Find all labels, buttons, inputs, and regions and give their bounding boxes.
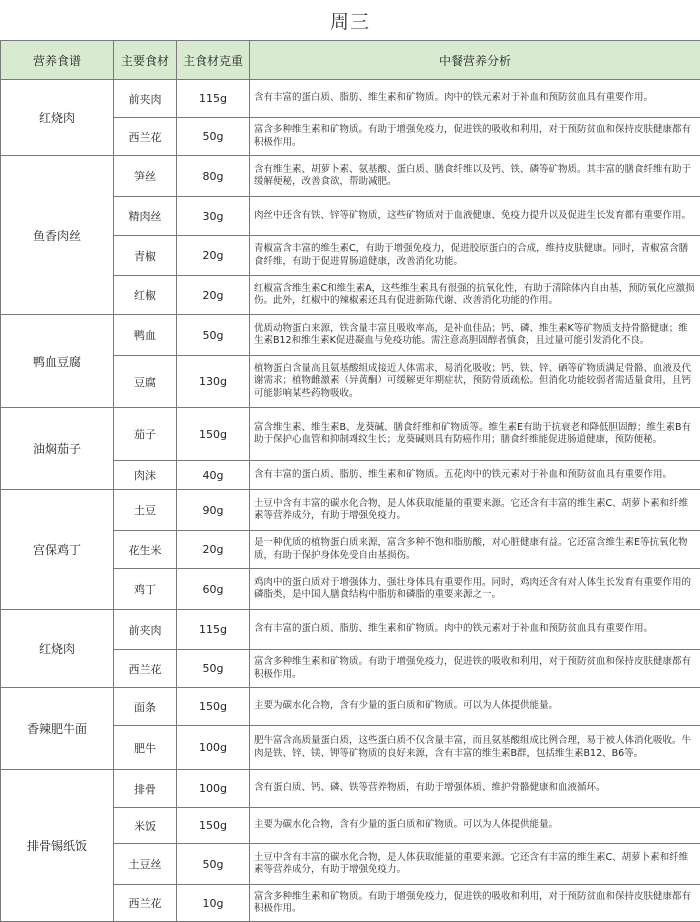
ingredient-weight: 50g <box>177 650 250 688</box>
table-row <box>1 490 700 531</box>
ingredient-weight: 50g <box>177 315 250 356</box>
ingredient-name: 西兰花 <box>114 118 177 156</box>
nutrition-analysis: 含有丰富的蛋白质、脂肪、维生素和矿物质。肉中的铁元素对于补血和预防贫血具有重要作用。 <box>250 610 700 650</box>
ingredient-weight: 115g <box>177 80 250 118</box>
ingredient-name: 西兰花 <box>114 885 177 922</box>
page-title: 周三 <box>329 11 370 33</box>
nutrition-analysis: 肉丝中还含有铁、锌等矿物质，这些矿物质对于血液健康、免疫力提升以及促进生长发育都有重要作用。 <box>250 197 700 236</box>
nutrition-analysis: 含有蛋白质、钙、磷、铁等营养物质，有助于增强体质、维护骨骼健康和血液循环。 <box>250 770 700 808</box>
ingredient-name: 米饭 <box>114 808 177 844</box>
ingredient-weight: 150g <box>177 808 250 844</box>
ingredient-weight: 150g <box>177 688 250 726</box>
ingredient-name: 精肉丝 <box>114 197 177 236</box>
ingredient-name: 鸡丁 <box>114 569 177 610</box>
dish-name: 香辣肥牛面 <box>1 688 114 770</box>
ingredient-name: 花生米 <box>114 531 177 569</box>
table-row <box>1 315 700 356</box>
table-body <box>1 80 700 922</box>
header-ingredient: 主要食材 <box>114 41 177 80</box>
ingredient-weight: 30g <box>177 197 250 236</box>
nutrition-analysis: 主要为碳水化合物，含有少量的蛋白质和矿物质。可以为人体提供能量。 <box>250 808 700 844</box>
dish-name: 宫保鸡丁 <box>1 490 114 610</box>
header-analysis: 中餐营养分析 <box>250 41 700 80</box>
nutrition-analysis: 含有丰富的蛋白质、脂肪、维生素和矿物质。肉中的铁元素对于补血和预防贫血具有重要作用。 <box>250 80 700 118</box>
header-weight: 主食材克重 <box>177 41 250 80</box>
ingredient-name: 前夹肉 <box>114 610 177 650</box>
ingredient-name: 肥牛 <box>114 726 177 770</box>
dish-name: 鸭血豆腐 <box>1 315 114 408</box>
ingredient-weight: 130g <box>177 356 250 408</box>
ingredient-weight: 50g <box>177 844 250 885</box>
nutrition-analysis: 土豆中含有丰富的碳水化合物，是人体获取能量的重要来源。它还含有丰富的维生素C、胡萝卜素和纤维素等营养成分，有助于增强免疫力。 <box>250 490 700 531</box>
ingredient-name: 土豆 <box>114 490 177 531</box>
ingredient-name: 豆腐 <box>114 356 177 408</box>
dish-name: 油焖茄子 <box>1 408 114 490</box>
header-recipe: 营养食谱 <box>1 41 114 80</box>
ingredient-name: 西兰花 <box>114 650 177 688</box>
table-row <box>1 408 700 461</box>
nutrition-analysis: 富含多种维生素和矿物质。有助于增强免疫力，促进铁的吸收和利用，对于预防贫血和保持皮肤健康都有积极作用。 <box>250 885 700 922</box>
ingredient-weight: 100g <box>177 726 250 770</box>
ingredient-weight: 115g <box>177 610 250 650</box>
ingredient-name: 青椒 <box>114 236 177 276</box>
dish-name: 红烧肉 <box>1 80 114 156</box>
table-header-row <box>1 41 700 80</box>
nutrition-analysis: 含有丰富的蛋白质、脂肪、维生素和矿物质。五花肉中的铁元素对于补血和预防贫血具有重要作用。 <box>250 461 700 490</box>
dish-name: 红烧肉 <box>1 610 114 688</box>
dish-name: 排骨锡纸饭 <box>1 770 114 922</box>
nutrition-analysis: 植物蛋白含量高且氨基酸组成接近人体需求，易消化吸收；钙、铁、锌、硒等矿物质满足骨骼、血液及代谢需求；植物雌激素（异黄酮）可缓解更年期症状，预防骨质疏松。但消化功能较弱者需适量食用，且钙可能影响某些药物吸收。 <box>250 356 700 408</box>
nutrition-analysis: 富含维生素、维生素B、龙葵碱、膳食纤维和矿物质等。维生素E有助于抗衰老和降低胆固醇；维生素B有助于保护心血管和抑制쾌纹生长；龙葵碱则具有防癌作用；膳食纤维能促进肠道健康，预防便秘。 <box>250 408 700 461</box>
nutrition-analysis: 青椒富含丰富的维生素C，有助于增强免疫力，促进胶原蛋白的合成，维持皮肤健康。同时，青椒富含膳食纤维，有助于促进胃肠道健康，改善消化功能。 <box>250 236 700 276</box>
ingredient-weight: 80g <box>177 156 250 197</box>
nutrition-analysis: 富含多种维生素和矿物质。有助于增强免疫力，促进铁的吸收和利用，对于预防贫血和保持皮肤健康都有积极作用。 <box>250 650 700 688</box>
nutrition-analysis: 红椒富含维生素C和维生素A，这些维生素具有很强的抗氧化性，有助于清除体内自由基，预防氧化应激损伤。此外，红椒中的辣椒素还具有促进新陈代谢、改善消化功能的作用。 <box>250 276 700 315</box>
table-row <box>1 156 700 197</box>
ingredient-weight: 90g <box>177 490 250 531</box>
dish-name: 鱼香肉丝 <box>1 156 114 315</box>
ingredient-name: 笋丝 <box>114 156 177 197</box>
ingredient-weight: 100g <box>177 770 250 808</box>
ingredient-name: 面条 <box>114 688 177 726</box>
ingredient-name: 排骨 <box>114 770 177 808</box>
ingredient-name: 红椒 <box>114 276 177 315</box>
table-row <box>1 610 700 650</box>
ingredient-weight: 20g <box>177 236 250 276</box>
nutrition-analysis: 含有维生素、胡萝卜素、氨基酸、蛋白质、膳食纤维以及钙、铁、磷等矿物质。其丰富的膳食纤维有助于缓解便秘，改善食欲，帮助减肥。 <box>250 156 700 197</box>
nutrition-analysis: 鸡肉中的蛋白质对于增强体力、强壮身体具有重要作用。同时，鸡肉还含有对人体生长发育有重要作用的磷脂类，是中国人膳食结构中脂肪和磷脂的重要来源之一。 <box>250 569 700 610</box>
ingredient-weight: 10g <box>177 885 250 922</box>
ingredient-weight: 20g <box>177 531 250 569</box>
nutrition-analysis: 优质动物蛋白来源，铁含量丰富且吸收率高，是补血佳品；钙、磷、维生素K等矿物质支持骨骼健康；维生素B12和维生素K促进凝血与免疫功能。需注意高胆固醇者慎食，且过量可能引发消化不良。 <box>250 315 700 356</box>
ingredient-name: 前夹肉 <box>114 80 177 118</box>
nutrition-analysis: 富含多种维生素和矿物质。有助于增强免疫力，促进铁的吸收和利用，对于预防贫血和保持皮肤健康都有积极作用。 <box>250 118 700 156</box>
nutrition-analysis: 是一种优质的植物蛋白质来源，富含多种不饱和脂肪酸，对心脏健康有益。它还富含维生素E等抗氧化物质，有助于保护身体免受自由基损伤。 <box>250 531 700 569</box>
ingredient-name: 肉沫 <box>114 461 177 490</box>
ingredient-name: 茄子 <box>114 408 177 461</box>
ingredient-weight: 60g <box>177 569 250 610</box>
ingredient-weight: 20g <box>177 276 250 315</box>
table-row <box>1 770 700 808</box>
nutrition-table <box>0 40 700 922</box>
ingredient-weight: 50g <box>177 118 250 156</box>
ingredient-name: 土豆丝 <box>114 844 177 885</box>
table-row <box>1 688 700 726</box>
nutrition-analysis: 主要为碳水化合物，含有少量的蛋白质和矿物质。可以为人体提供能量。 <box>250 688 700 726</box>
ingredient-name: 鸭血 <box>114 315 177 356</box>
table-row <box>1 80 700 118</box>
ingredient-weight: 40g <box>177 461 250 490</box>
nutrition-analysis: 土豆中含有丰富的碳水化合物，是人体获取能量的重要来源。它还含有丰富的维生素C、胡萝卜素和纤维素等营养成分，有助于增强免疫力。 <box>250 844 700 885</box>
nutrition-analysis: 肥牛富含高质量蛋白质，这些蛋白质不仅含量丰富，而且氨基酸组成比例合理，易于被人体消化吸收。牛肉是铁、锌、镁、钾等矿物质的良好来源，含有丰富的维生素B群，包括维生素B12、B6等。 <box>250 726 700 770</box>
ingredient-weight: 150g <box>177 408 250 461</box>
